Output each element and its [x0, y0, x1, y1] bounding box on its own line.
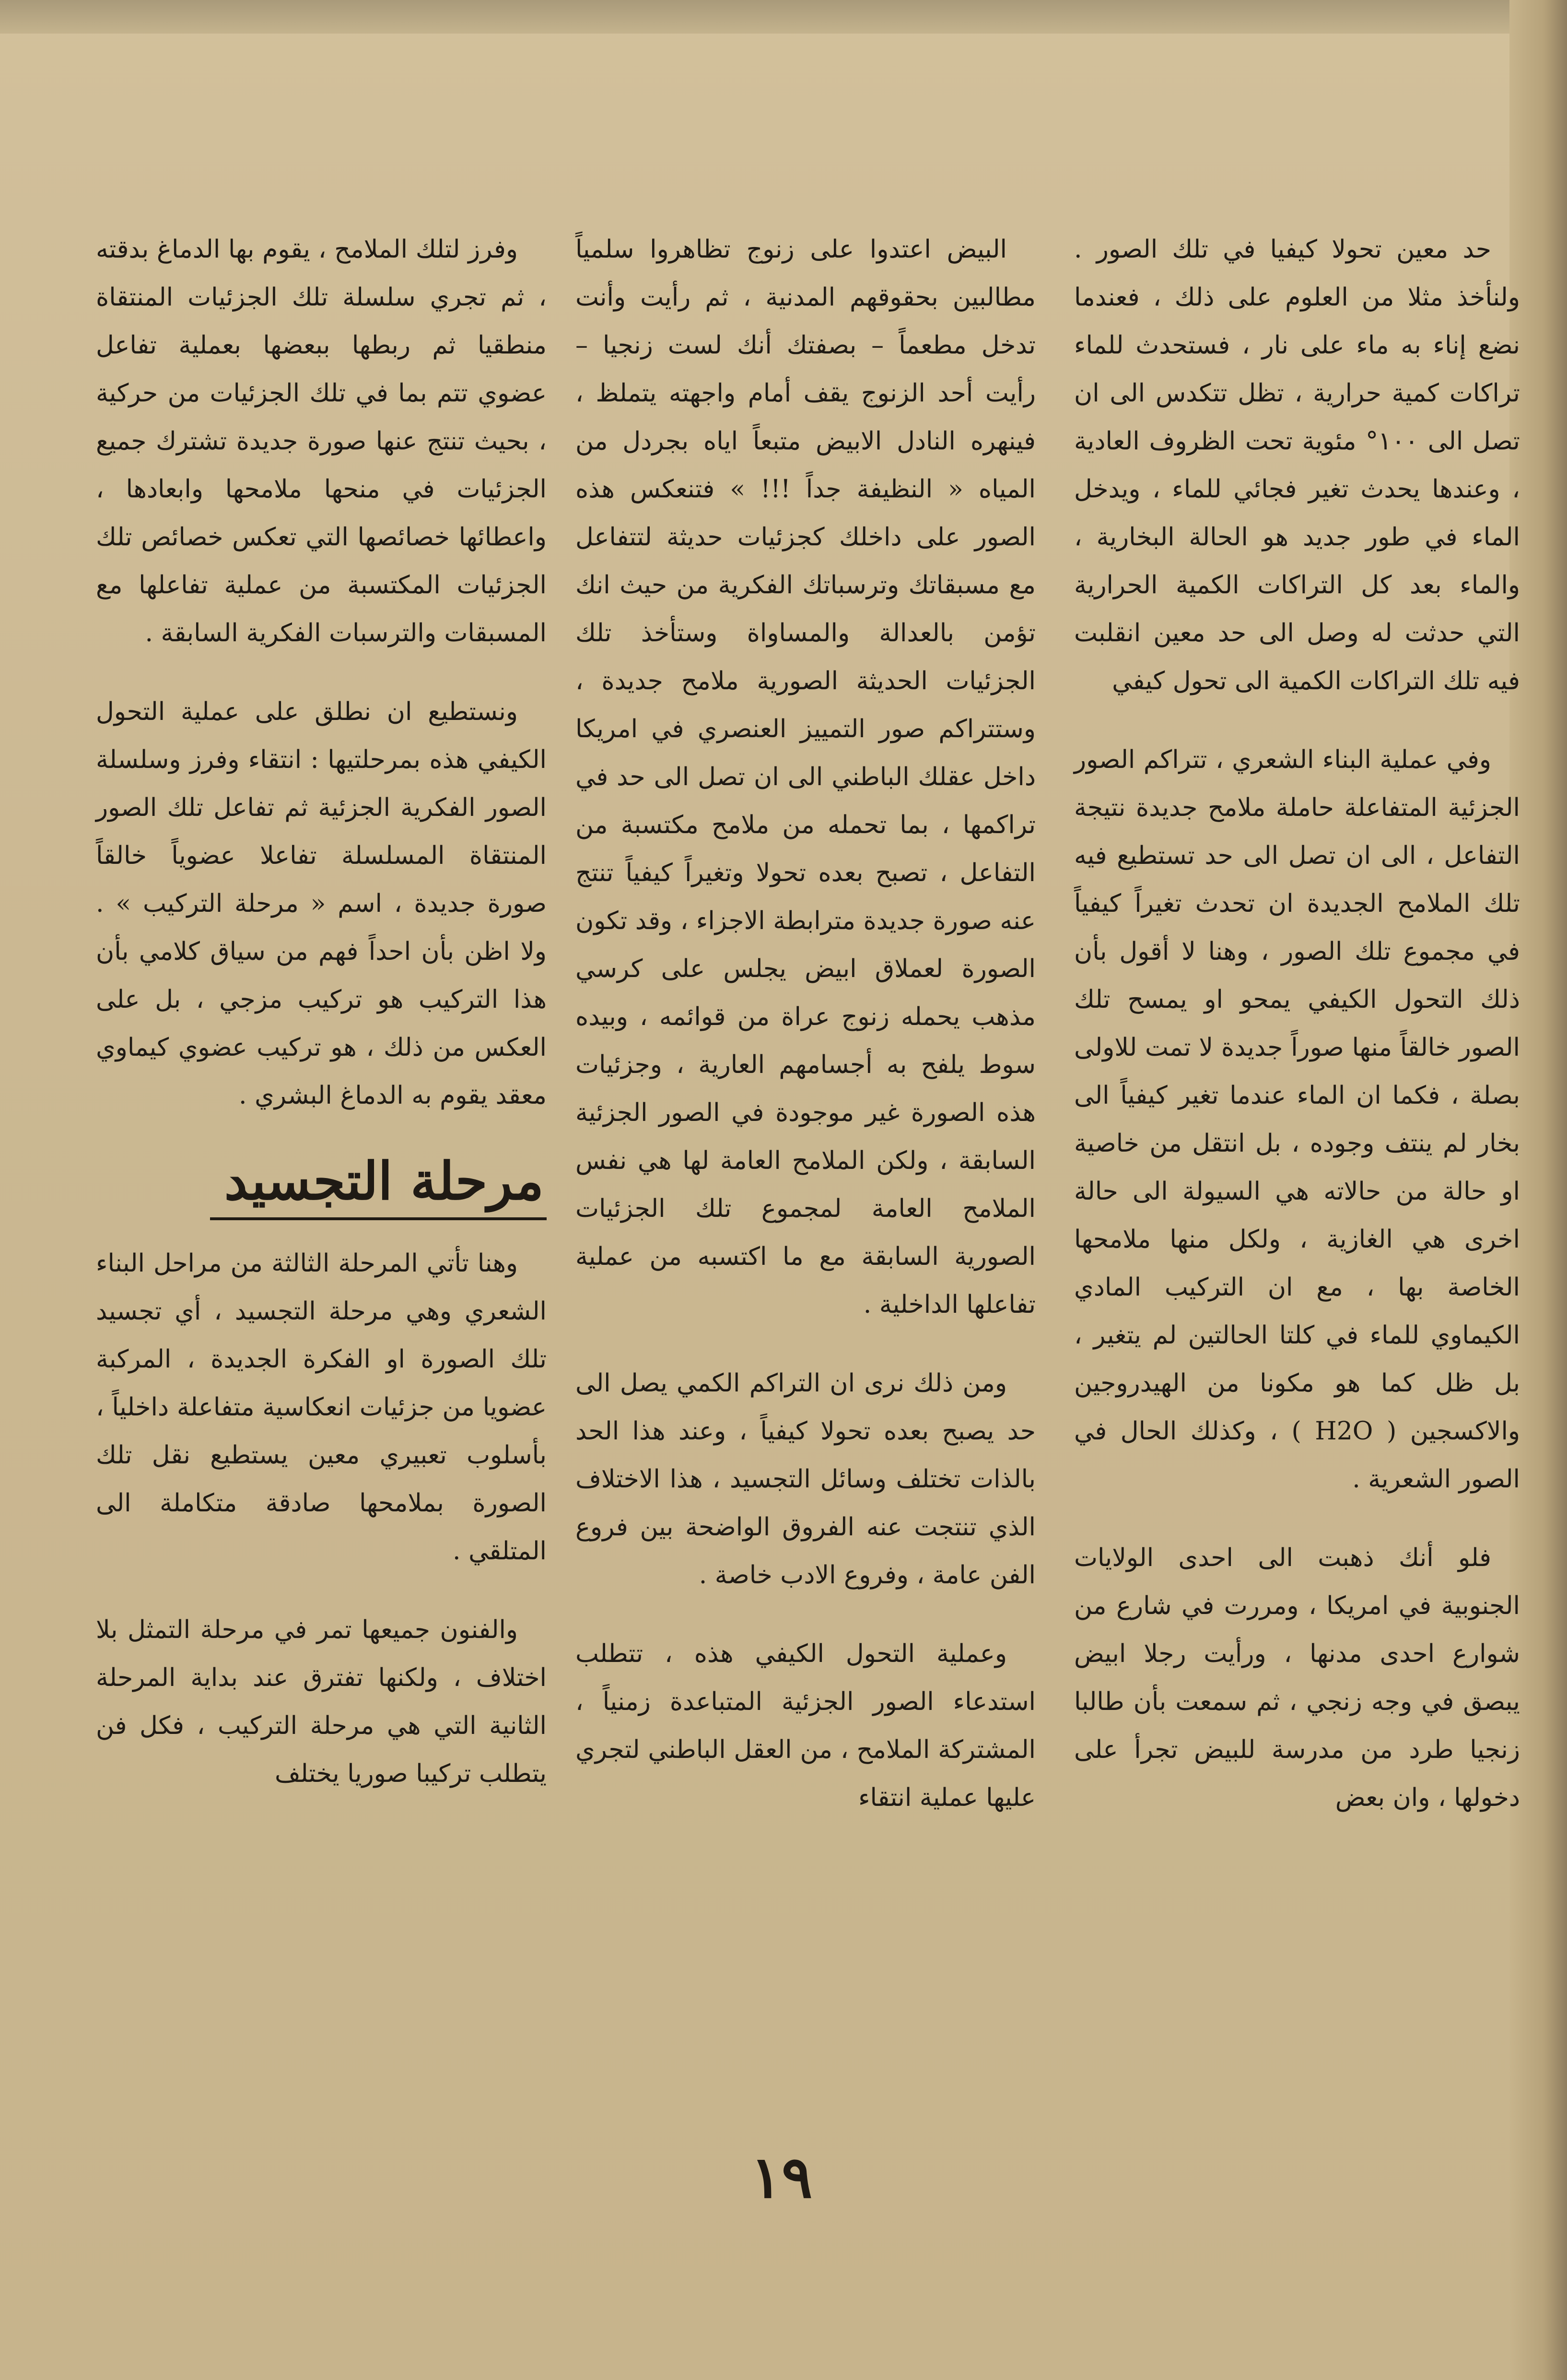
paragraph: البيض اعتدوا على زنوج تظاهروا سلمياً مطالبين بحقوقهم المدنية ، ثم رأيت وأنت تدخل مطعماً – بصفتك أنك لست زنجيا – رأيت أحد الزنوج يقف أمام واجهته يتملظ ، فينهره النادل الابيض متبعاً اياه بجردل من المياه « النظيفة جداً !!! » فتنعكس هذه الصور على داخلك كجزئيات حديثة لتتفاعل مع مسبقاتك وترسباتك الفكرية من حيث انك تؤمن بالعدالة والمساواة وستأخذ تلك الجزئيات الحديثة الصورية ملامح جديدة ، وستتراكم صور التمييز العنصري في امريكا داخل عقلك الباطني الى ان تصل الى حد في تراكمها ، بما تحمله من ملامح مكتسبة من التفاعل ، تصبح بعده تحولا وتغيراً كيفياً تنتج عنه صورة جديدة مترابطة الاجزاء ، وقد تكون الصورة لعملاق ابيض يجلس على كرسي مذهب يحمله زنوج عراة من قوائمه ، وبيده سوط يلفح به أجسامهم العارية ، وجزئيات هذه الصورة غير موجودة في الصور الجزئية السابقة ، ولكن الملامح العامة لها هي نفس الملامح العامة لمجموع تلك الجزئيات الصورية السابقة مع ما اكتسبه من عملية تفاعلها الداخلية . [575, 235, 1036, 1319]
text-column-middle [575, 225, 1036, 1852]
text-column-right [1074, 225, 1520, 1852]
paragraph: ونستطيع ان نطلق على عملية التحول الكيفي هذه بمرحلتيها : انتقاء وفرز وسلسلة الصور الفكرية الجزئية ثم تفاعل تلك الصور المنتقاة المسلسلة تفاعلا عضوياً خالقاً صورة جديدة ، اسم « مرحلة التركيب » . ولا اظن بأن احداً فهم من سياق كلامي بأن هذا التركيب هو تركيب مزجي ، بل على العكس من ذلك ، هو تركيب عضوي كيماوي معقد يقوم به الدماغ البشري . [96, 697, 547, 1110]
paragraph: وفي عملية البناء الشعري ، تتراكم الصور الجزئية المتفاعلة حاملة ملامح جديدة نتيجة التفاعل ، الى ان تصل الى حد تستطيع فيه تلك الملامح الجديدة ان تحدث تغيراً كيفياً في مجموع تلك الصور ، وهنا لا أقول بأن ذلك التحول الكيفي يمحو او يمسح تلك الصور خالقاً منها صوراً جديدة لا تمت للاولى بصلة ، فكما ان الماء عندما تغير كيفياً الى بخار لم ينتف وجوده ، بل انتقل من خاصية او حالة من حالاته هي السيولة الى حالة اخرى هي الغازية ، ولكل منها ملامحها الخاصة بها ، مع ان التركيب المادي الكيماوي للماء في كلتا الحالتين لم يتغير ، بل ظل كما هو مكونا من الهيدروجين والاكسجين ( H2O ) ، وكذلك الحال في الصور الشعرية . [1074, 745, 1520, 1494]
section-heading [96, 1150, 547, 1220]
paragraph: والفنون جميعها تمر في مرحلة التمثل بلا اختلاف ، ولكنها تفترق عند بداية المرحلة الثانية التي هي مرحلة التركيب ، فكل فن يتطلب تركيبا صوريا يختلف [96, 1615, 547, 1788]
paragraph: وعملية التحول الكيفي هذه ، تتطلب استدعاء الصور الجزئية المتباعدة زمنياً ، المشتركة الملامح ، من العقل الباطني لتجري عليها عملية انتقاء [575, 1639, 1036, 1812]
paragraph: حد معين تحولا كيفيا في تلك الصور . ولنأخذ مثلا من العلوم على ذلك ، فعندما نضع إناء به ماء على نار ، فستحدث للماء تراكات كمية حرارية ، تظل تتكدس الى ان تصل الى ١٠٠° مئوية تحت الظروف العادية ، وعندها يحدث تغير فجائي للماء ، ويدخل الماء في طور جديد هو الحالة البخارية ، والماء بعد كل التراكات الكمية الحرارية التي حدثت له وصل الى حد معين انقلبت فيه تلك التراكات الكمية الى تحول كيفي [1074, 235, 1520, 695]
text-column-left [96, 225, 547, 1828]
paragraph: ومن ذلك نرى ان التراكم الكمي يصل الى حد يصبح بعده تحولا كيفياً ، وعند هذا الحد بالذات تختلف وسائل التجسيد ، هذا الاختلاف الذي تنتجت عنه الفروق الواضحة بين فروع الفن عامة ، وفروع الادب خاصة . [575, 1369, 1036, 1590]
paragraph: فلو أنك ذهبت الى احدى الولايات الجنوبية في امريكا ، ومررت في شارع من شوارع احدى مدنها ، ورأيت رجلا ابيض يبصق في وجه زنجي ، ثم سمعت بأن طالبا زنجيا طرد من مدرسة للبيض تجرأ على دخولها ، وان بعض [1074, 1543, 1520, 1812]
paragraph: وهنا تأتي المرحلة الثالثة من مراحل البناء الشعري وهي مرحلة التجسيد ، أي تجسيد تلك الصورة او الفكرة الجديدة ، المركبة عضويا من جزئيات انعكاسية متفاعلة داخلياً ، بأسلوب تعبيري معين يستطيع نقل تلك الصورة بملامحها صادقة متكاملة الى المتلقي . [96, 1249, 547, 1566]
page-top-edge [0, 0, 1567, 34]
paragraph: وفرز لتلك الملامح ، يقوم بها الدماغ بدقته ، ثم تجري سلسلة تلك الجزئيات المنتقاة منطقيا ثم ربطها ببعضها بعملية تفاعل عضوي تتم بما في تلك الجزئيات من حركية ، بحيث تنتج عنها صورة جديدة تشترك جميع الجزئيات في منحها ملامحها وابعادها ، واعطائها خصائصها التي تعكس خصائص تلك الجزئيات المكتسبة من عملية تفاعلها مع المسبقات والترسبات الفكرية السابقة . [96, 235, 547, 648]
page-number: ١٩ [750, 2144, 813, 2211]
section-heading-text: مرحلة التجسيد [210, 1150, 547, 1220]
